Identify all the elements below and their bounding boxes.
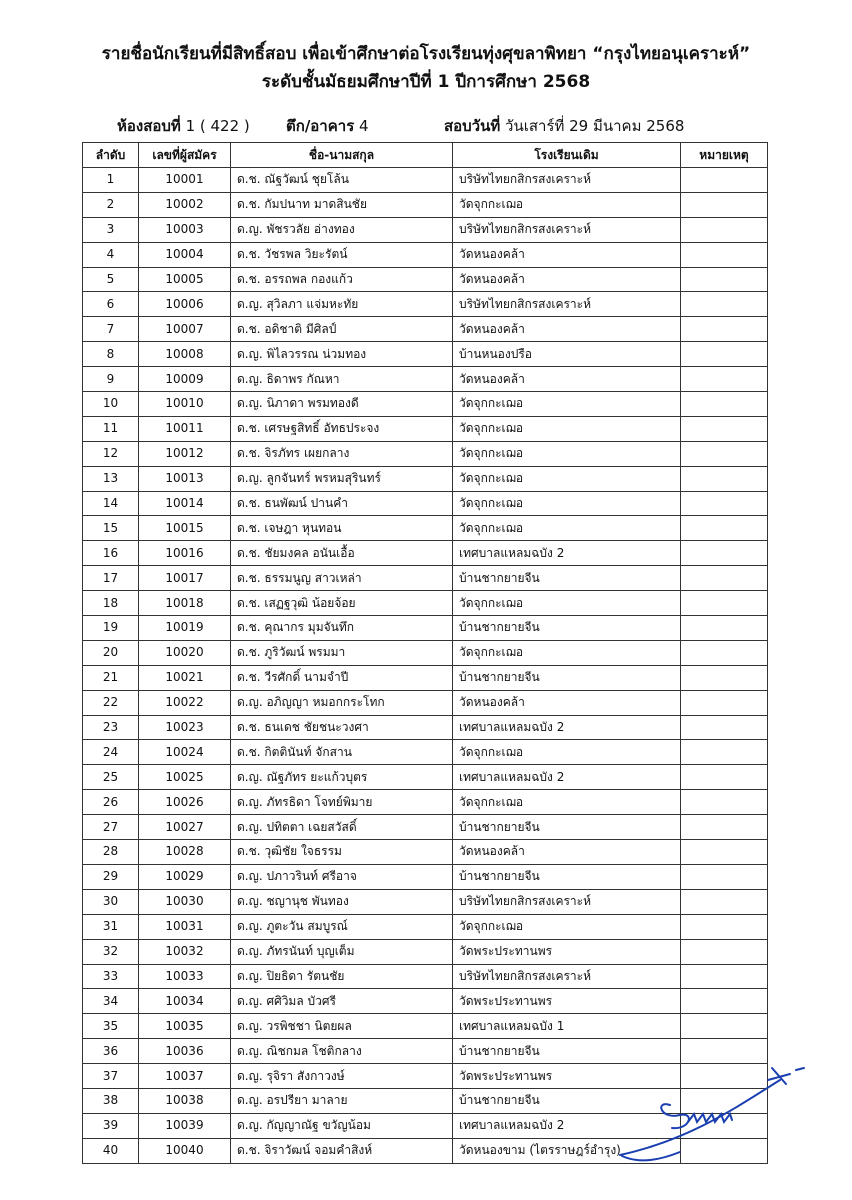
table-row bbox=[83, 192, 768, 217]
cell-note bbox=[681, 192, 768, 217]
cell-previous-school: วัดจุกกะเฌอ bbox=[453, 416, 681, 441]
cell-previous-school: บ้านชากยายจีน bbox=[453, 665, 681, 690]
table-row bbox=[83, 242, 768, 267]
cell-number: 8 bbox=[83, 342, 139, 367]
cell-number: 29 bbox=[83, 864, 139, 889]
cell-student-name: ด.ญ. ภัทรธิดา โจทย์พิมาย bbox=[231, 790, 453, 815]
cell-previous-school: วัดจุกกะเฌอ bbox=[453, 441, 681, 466]
table-row bbox=[83, 1014, 768, 1039]
cell-student-name: ด.ญ. กัญญาณัฐ ขวัญน้อม bbox=[231, 1113, 453, 1138]
cell-student-name: ด.ช. อดิชาติ มีศิลป์ bbox=[231, 317, 453, 342]
cell-number: 7 bbox=[83, 317, 139, 342]
cell-previous-school: บริษัทไทยกสิกรสงเคราะห์ bbox=[453, 168, 681, 193]
student-table bbox=[82, 142, 768, 1164]
cell-student-name: ด.ญ. สุวิลภา แจ่มหะทัย bbox=[231, 292, 453, 317]
cell-previous-school: วัดจุกกะเฌอ bbox=[453, 392, 681, 417]
cell-previous-school: วัดจุกกะเฌอ bbox=[453, 591, 681, 616]
cell-previous-school: บ้านชากยายจีน bbox=[453, 815, 681, 840]
table-row bbox=[83, 217, 768, 242]
cell-student-name: ด.ช. คุณากร มุมจันทึก bbox=[231, 616, 453, 641]
col-header-school: โรงเรียนเดิม bbox=[453, 143, 681, 168]
cell-applicant-id: 10015 bbox=[139, 516, 231, 541]
cell-student-name: ด.ญ. ลูกจันทร์ พรหมสุรินทร์ bbox=[231, 466, 453, 491]
table-row bbox=[83, 840, 768, 865]
cell-previous-school: บริษัทไทยกสิกรสงเคราะห์ bbox=[453, 889, 681, 914]
cell-previous-school: บ้านชากยายจีน bbox=[453, 566, 681, 591]
cell-applicant-id: 10032 bbox=[139, 939, 231, 964]
cell-student-name: ด.ช. ธรรมนูญ สาวเหล่า bbox=[231, 566, 453, 591]
exam-building bbox=[286, 114, 369, 138]
table-row bbox=[83, 516, 768, 541]
cell-student-name: ด.ช. ธนเดช ชัยชนะวงศา bbox=[231, 715, 453, 740]
signature-icon bbox=[600, 1060, 830, 1170]
cell-previous-school: วัดหนองคล้า bbox=[453, 367, 681, 392]
cell-note bbox=[681, 864, 768, 889]
building-label: ตึก/อาคาร bbox=[286, 117, 355, 135]
cell-note bbox=[681, 740, 768, 765]
cell-number: 3 bbox=[83, 217, 139, 242]
cell-student-name: ด.ญ. ปภาวรินท์ ศรีอาจ bbox=[231, 864, 453, 889]
cell-student-name: ด.ญ. วรพิชชา นิตยผล bbox=[231, 1014, 453, 1039]
cell-applicant-id: 10012 bbox=[139, 441, 231, 466]
cell-applicant-id: 10008 bbox=[139, 342, 231, 367]
cell-previous-school: วัดพระประทานพร bbox=[453, 989, 681, 1014]
cell-note bbox=[681, 616, 768, 641]
cell-number: 14 bbox=[83, 491, 139, 516]
table-row bbox=[83, 292, 768, 317]
cell-previous-school: เทศบาลแหลมฉบัง 2 bbox=[453, 1113, 681, 1138]
cell-applicant-id: 10014 bbox=[139, 491, 231, 516]
cell-applicant-id: 10037 bbox=[139, 1064, 231, 1089]
cell-number: 38 bbox=[83, 1088, 139, 1113]
cell-previous-school: วัดหนองคล้า bbox=[453, 840, 681, 865]
cell-previous-school: บริษัทไทยกสิกรสงเคราะห์ bbox=[453, 964, 681, 989]
cell-note bbox=[681, 715, 768, 740]
cell-number: 15 bbox=[83, 516, 139, 541]
cell-previous-school: วัดหนองคล้า bbox=[453, 267, 681, 292]
cell-previous-school: เทศบาลแหลมฉบัง 1 bbox=[453, 1014, 681, 1039]
cell-number: 17 bbox=[83, 566, 139, 591]
cell-student-name: ด.ญ. ชญานุช พันทอง bbox=[231, 889, 453, 914]
cell-note bbox=[681, 1014, 768, 1039]
cell-applicant-id: 10003 bbox=[139, 217, 231, 242]
cell-note bbox=[681, 541, 768, 566]
col-header-id: เลขที่ผู้สมัคร bbox=[139, 143, 231, 168]
table-row bbox=[83, 466, 768, 491]
cell-note bbox=[681, 267, 768, 292]
cell-previous-school: เทศบาลแหลมฉบัง 2 bbox=[453, 765, 681, 790]
document-subtitle: ระดับชั้นมัธยมศึกษาปีที่ 1 ปีการศึกษา 2568 bbox=[261, 72, 591, 92]
cell-student-name: ด.ญ. ณิชกมล โชติกลาง bbox=[231, 1039, 453, 1064]
cell-student-name: ด.ช. กิตตินันท์ จักสาน bbox=[231, 740, 453, 765]
table-row bbox=[83, 815, 768, 840]
cell-previous-school: วัดพระประทานพร bbox=[453, 1064, 681, 1089]
table-body bbox=[83, 168, 768, 1164]
col-header-note: หมายเหตุ bbox=[681, 143, 768, 168]
table-row bbox=[83, 441, 768, 466]
cell-applicant-id: 10007 bbox=[139, 317, 231, 342]
table-row bbox=[83, 765, 768, 790]
cell-note bbox=[681, 342, 768, 367]
table-row bbox=[83, 342, 768, 367]
cell-applicant-id: 10006 bbox=[139, 292, 231, 317]
cell-number: 31 bbox=[83, 914, 139, 939]
cell-applicant-id: 10016 bbox=[139, 541, 231, 566]
table-row bbox=[83, 665, 768, 690]
cell-number: 13 bbox=[83, 466, 139, 491]
cell-applicant-id: 10030 bbox=[139, 889, 231, 914]
cell-applicant-id: 10013 bbox=[139, 466, 231, 491]
cell-note bbox=[681, 416, 768, 441]
cell-student-name: ด.ช. วีรศักดิ์ นามจำปี bbox=[231, 665, 453, 690]
cell-number: 25 bbox=[83, 765, 139, 790]
table-row bbox=[83, 591, 768, 616]
cell-note bbox=[681, 491, 768, 516]
cell-number: 27 bbox=[83, 815, 139, 840]
table-row bbox=[83, 267, 768, 292]
cell-note bbox=[681, 640, 768, 665]
cell-number: 18 bbox=[83, 591, 139, 616]
cell-student-name: ด.ญ. ภัทรนันท์ บุญเต็ม bbox=[231, 939, 453, 964]
cell-previous-school: วัดจุกกะเฌอ bbox=[453, 192, 681, 217]
cell-number: 22 bbox=[83, 690, 139, 715]
cell-applicant-id: 10025 bbox=[139, 765, 231, 790]
cell-student-name: ด.ช. วัชรพล วิยะรัตน์ bbox=[231, 242, 453, 267]
cell-student-name: ด.ช. ธนพัฒน์ ปานคำ bbox=[231, 491, 453, 516]
col-header-name: ชื่อ-นามสกุล bbox=[231, 143, 453, 168]
cell-note bbox=[681, 665, 768, 690]
cell-note bbox=[681, 790, 768, 815]
cell-note bbox=[681, 939, 768, 964]
cell-previous-school: บริษัทไทยกสิกรสงเคราะห์ bbox=[453, 217, 681, 242]
cell-student-name: ด.ญ. ภูตะวัน สมบูรณ์ bbox=[231, 914, 453, 939]
cell-applicant-id: 10033 bbox=[139, 964, 231, 989]
cell-applicant-id: 10036 bbox=[139, 1039, 231, 1064]
room-value: 1 ( 422 ) bbox=[185, 117, 250, 135]
cell-previous-school: เทศบาลแหลมฉบัง 2 bbox=[453, 541, 681, 566]
cell-previous-school: วัดหนองคล้า bbox=[453, 242, 681, 267]
cell-number: 36 bbox=[83, 1039, 139, 1064]
cell-applicant-id: 10027 bbox=[139, 815, 231, 840]
cell-number: 32 bbox=[83, 939, 139, 964]
cell-number: 11 bbox=[83, 416, 139, 441]
cell-previous-school: บ้านหนองปรือ bbox=[453, 342, 681, 367]
cell-applicant-id: 10011 bbox=[139, 416, 231, 441]
table-row bbox=[83, 640, 768, 665]
cell-previous-school: วัดหนองคล้า bbox=[453, 317, 681, 342]
cell-applicant-id: 10010 bbox=[139, 392, 231, 417]
table-row bbox=[83, 367, 768, 392]
table-row bbox=[83, 914, 768, 939]
cell-student-name: ด.ญ. พิไลวรรณ น่วมทอง bbox=[231, 342, 453, 367]
table-row bbox=[83, 740, 768, 765]
cell-note bbox=[681, 566, 768, 591]
cell-number: 5 bbox=[83, 267, 139, 292]
cell-applicant-id: 10038 bbox=[139, 1088, 231, 1113]
cell-applicant-id: 10034 bbox=[139, 989, 231, 1014]
cell-previous-school: วัดจุกกะเฌอ bbox=[453, 914, 681, 939]
cell-applicant-id: 10009 bbox=[139, 367, 231, 392]
cell-note bbox=[681, 242, 768, 267]
cell-note bbox=[681, 367, 768, 392]
cell-number: 40 bbox=[83, 1138, 139, 1163]
cell-number: 19 bbox=[83, 616, 139, 641]
cell-note bbox=[681, 889, 768, 914]
cell-previous-school: วัดจุกกะเฌอ bbox=[453, 740, 681, 765]
cell-applicant-id: 10020 bbox=[139, 640, 231, 665]
cell-student-name: ด.ช. กัมปนาท มาดสินชัย bbox=[231, 192, 453, 217]
table-row bbox=[83, 790, 768, 815]
cell-applicant-id: 10040 bbox=[139, 1138, 231, 1163]
cell-note bbox=[681, 815, 768, 840]
cell-student-name: ด.ญ. ปทิตตา เฉยสวัสดิ์ bbox=[231, 815, 453, 840]
cell-note bbox=[681, 217, 768, 242]
cell-student-name: ด.ช. อรรถพล กองแก้ว bbox=[231, 267, 453, 292]
cell-student-name: ด.ช. ภูริวัฒน์ พรมมา bbox=[231, 640, 453, 665]
cell-student-name: ด.ญ. รุจิรา สังกาวงษ์ bbox=[231, 1064, 453, 1089]
cell-number: 2 bbox=[83, 192, 139, 217]
cell-previous-school: วัดหนองขาม (ไตรราษฎร์อำรุง) bbox=[453, 1138, 681, 1163]
cell-applicant-id: 10028 bbox=[139, 840, 231, 865]
cell-note bbox=[681, 591, 768, 616]
cell-applicant-id: 10018 bbox=[139, 591, 231, 616]
table-row bbox=[83, 541, 768, 566]
cell-note bbox=[681, 441, 768, 466]
room-label: ห้องสอบที่ bbox=[117, 117, 181, 135]
table-row bbox=[83, 616, 768, 641]
cell-number: 12 bbox=[83, 441, 139, 466]
cell-student-name: ด.ช. ชัยมงคล อนันเอื้อ bbox=[231, 541, 453, 566]
col-header-no: ลำดับ bbox=[83, 143, 139, 168]
cell-student-name: ด.ญ. ธิดาพร กัณหา bbox=[231, 367, 453, 392]
cell-note bbox=[681, 292, 768, 317]
table-header-row bbox=[83, 143, 768, 168]
exam-date bbox=[444, 114, 684, 138]
cell-note bbox=[681, 989, 768, 1014]
cell-number: 37 bbox=[83, 1064, 139, 1089]
cell-applicant-id: 10022 bbox=[139, 690, 231, 715]
cell-student-name: ด.ญ. ปิยธิดา รัตนชัย bbox=[231, 964, 453, 989]
exam-room bbox=[117, 114, 250, 138]
cell-number: 30 bbox=[83, 889, 139, 914]
document-title: รายชื่อนักเรียนที่มีสิทธิ์สอบ เพื่อเข้าศึกษาต่อโรงเรียนทุ่งศุขลาพิทยา “กรุงไทยอนุเคราะห์” bbox=[101, 44, 751, 64]
cell-note bbox=[681, 516, 768, 541]
cell-student-name: ด.ญ. ณัฐภัทร ยะแก้วบุตร bbox=[231, 765, 453, 790]
cell-note bbox=[681, 840, 768, 865]
cell-number: 1 bbox=[83, 168, 139, 193]
cell-note bbox=[681, 317, 768, 342]
cell-applicant-id: 10005 bbox=[139, 267, 231, 292]
cell-applicant-id: 10024 bbox=[139, 740, 231, 765]
table-row bbox=[83, 491, 768, 516]
cell-previous-school: วัดจุกกะเฌอ bbox=[453, 516, 681, 541]
cell-applicant-id: 10001 bbox=[139, 168, 231, 193]
cell-student-name: ด.ญ. ศศิวิมล บัวศรี bbox=[231, 989, 453, 1014]
cell-number: 23 bbox=[83, 715, 139, 740]
table-row bbox=[83, 566, 768, 591]
cell-previous-school: บ้านชากยายจีน bbox=[453, 616, 681, 641]
cell-note bbox=[681, 914, 768, 939]
cell-number: 26 bbox=[83, 790, 139, 815]
cell-note bbox=[681, 466, 768, 491]
cell-previous-school: บริษัทไทยกสิกรสงเคราะห์ bbox=[453, 292, 681, 317]
cell-number: 16 bbox=[83, 541, 139, 566]
cell-student-name: ด.ญ. อภิญญา หมอกกระโทก bbox=[231, 690, 453, 715]
table-row bbox=[83, 889, 768, 914]
table-row bbox=[83, 715, 768, 740]
cell-number: 21 bbox=[83, 665, 139, 690]
table-row bbox=[83, 416, 768, 441]
cell-previous-school: บ้านชากยายจีน bbox=[453, 1088, 681, 1113]
cell-previous-school: วัดพระประทานพร bbox=[453, 939, 681, 964]
cell-applicant-id: 10019 bbox=[139, 616, 231, 641]
table-row bbox=[83, 392, 768, 417]
cell-number: 20 bbox=[83, 640, 139, 665]
cell-previous-school: บ้านชากยายจีน bbox=[453, 1039, 681, 1064]
table-row bbox=[83, 964, 768, 989]
cell-number: 9 bbox=[83, 367, 139, 392]
cell-applicant-id: 10035 bbox=[139, 1014, 231, 1039]
cell-student-name: ด.ญ. นิภาดา พรมทองดี bbox=[231, 392, 453, 417]
table-row bbox=[83, 690, 768, 715]
cell-number: 6 bbox=[83, 292, 139, 317]
cell-previous-school: วัดจุกกะเฌอ bbox=[453, 466, 681, 491]
cell-applicant-id: 10039 bbox=[139, 1113, 231, 1138]
table-row bbox=[83, 168, 768, 193]
date-label: สอบวันที่ bbox=[444, 117, 501, 135]
cell-applicant-id: 10017 bbox=[139, 566, 231, 591]
cell-student-name: ด.ช. จิราวัฒน์ จอมคำสิงห์ bbox=[231, 1138, 453, 1163]
cell-applicant-id: 10029 bbox=[139, 864, 231, 889]
table-row bbox=[83, 317, 768, 342]
cell-applicant-id: 10021 bbox=[139, 665, 231, 690]
cell-previous-school: วัดจุกกะเฌอ bbox=[453, 491, 681, 516]
cell-number: 24 bbox=[83, 740, 139, 765]
cell-student-name: ด.ช. เสฏฐวุฒิ น้อยจ้อย bbox=[231, 591, 453, 616]
date-value: วันเสาร์ที่ 29 มีนาคม 2568 bbox=[505, 117, 685, 135]
cell-student-name: ด.ญ. อรปรียา มาลาย bbox=[231, 1088, 453, 1113]
cell-student-name: ด.ช. ณัฐวัฒน์ ชุยโล้น bbox=[231, 168, 453, 193]
cell-applicant-id: 10023 bbox=[139, 715, 231, 740]
cell-number: 34 bbox=[83, 989, 139, 1014]
cell-note bbox=[681, 690, 768, 715]
cell-applicant-id: 10004 bbox=[139, 242, 231, 267]
cell-number: 33 bbox=[83, 964, 139, 989]
cell-number: 4 bbox=[83, 242, 139, 267]
cell-number: 28 bbox=[83, 840, 139, 865]
cell-note bbox=[681, 168, 768, 193]
cell-number: 39 bbox=[83, 1113, 139, 1138]
cell-note bbox=[681, 392, 768, 417]
cell-previous-school: บ้านชากยายจีน bbox=[453, 864, 681, 889]
cell-applicant-id: 10031 bbox=[139, 914, 231, 939]
table-row bbox=[83, 989, 768, 1014]
table-row bbox=[83, 864, 768, 889]
cell-previous-school: วัดจุกกะเฌอ bbox=[453, 790, 681, 815]
cell-student-name: ด.ช. จิรภัทร เผยกลาง bbox=[231, 441, 453, 466]
cell-applicant-id: 10002 bbox=[139, 192, 231, 217]
cell-applicant-id: 10026 bbox=[139, 790, 231, 815]
cell-previous-school: เทศบาลแหลมฉบัง 2 bbox=[453, 715, 681, 740]
cell-note bbox=[681, 765, 768, 790]
cell-previous-school: วัดจุกกะเฌอ bbox=[453, 640, 681, 665]
cell-student-name: ด.ญ. พัชรวลัย อ่างทอง bbox=[231, 217, 453, 242]
cell-student-name: ด.ช. วุฒิชัย ใจธรรม bbox=[231, 840, 453, 865]
cell-previous-school: วัดหนองคล้า bbox=[453, 690, 681, 715]
cell-number: 35 bbox=[83, 1014, 139, 1039]
cell-student-name: ด.ช. เศรษฐสิทธิ์ อัทธประจง bbox=[231, 416, 453, 441]
cell-number: 10 bbox=[83, 392, 139, 417]
building-value: 4 bbox=[359, 117, 369, 135]
table-row bbox=[83, 939, 768, 964]
cell-note bbox=[681, 964, 768, 989]
cell-student-name: ด.ช. เจษฎา หุนทอน bbox=[231, 516, 453, 541]
